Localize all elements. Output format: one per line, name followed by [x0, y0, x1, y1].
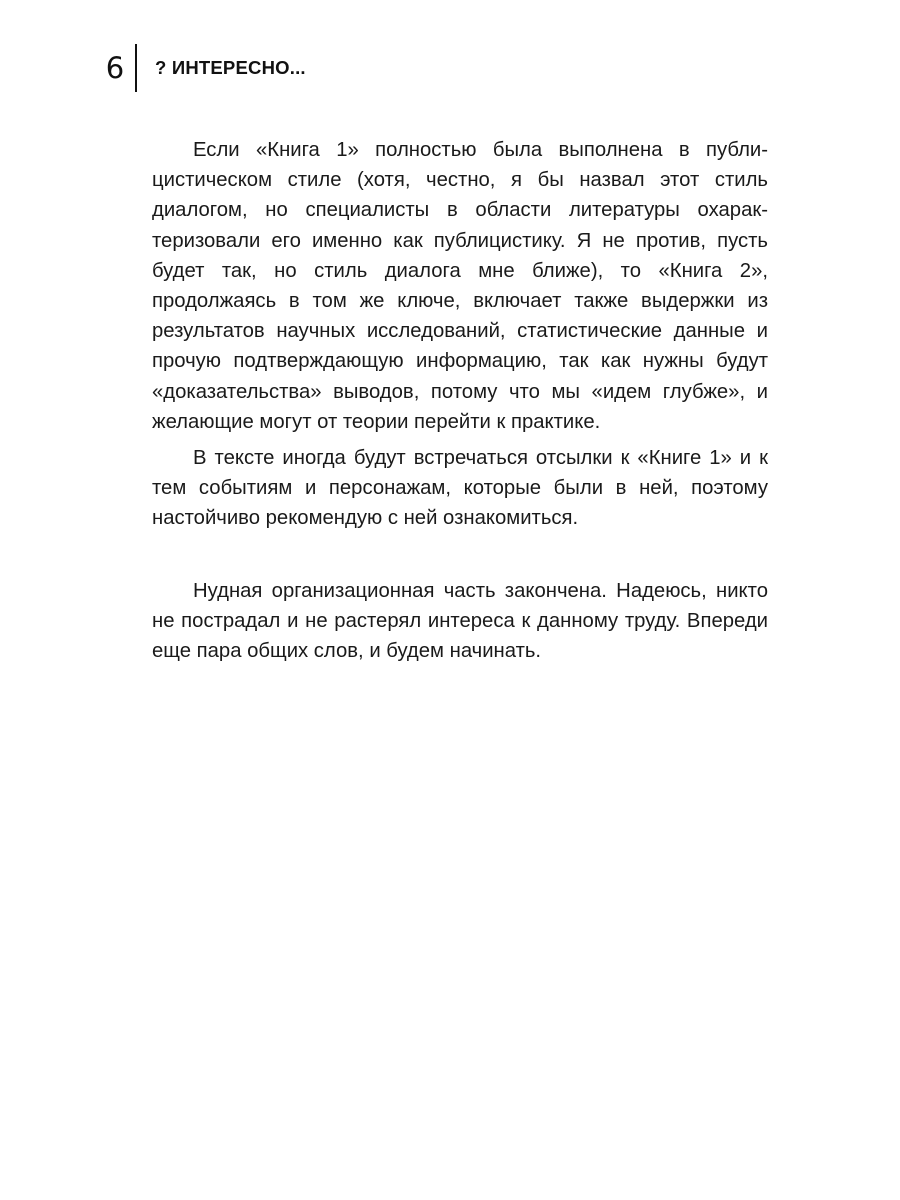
running-head: [104, 44, 306, 92]
body-text: [152, 135, 768, 666]
paragraph-intro: Если «Книга 1» полностью была выполнена в публицистическом стиле (хотя, честно, я бы назвал этот стиль диалогом, но специалисты в области литературы охарактеризовали его именно как публицистику. Я не против, пусть будет так, но стиль диалога мне ближе), то «Книга 2», продолжаясь в том же ключе, включает также выдержки из результатов научных исследований, статистические данные и прочую подтверждающую информацию, так как нужны будут «доказательства» выводов, потому что мы «идем глубже», и желающие могут от теории перейти к практике.: [152, 139, 768, 433]
page-number: 6: [105, 50, 125, 85]
paragraph-closing: Нудная организационная часть закончена. Надеюсь, никто не пострадал и не растерял интереса к данному труду. Впереди еще пара общих слов, и будем начинать.: [152, 579, 768, 663]
paragraph-references: В тексте иногда будут встречаться отсылки к «Книге 1» и к тем событиям и персонажам, которые были в ней, поэтому настойчиво рекомендую с ней ознакомиться.: [152, 447, 768, 530]
header-divider: [135, 44, 137, 92]
section-title: ? ИНТЕРЕСНО...: [155, 57, 306, 78]
